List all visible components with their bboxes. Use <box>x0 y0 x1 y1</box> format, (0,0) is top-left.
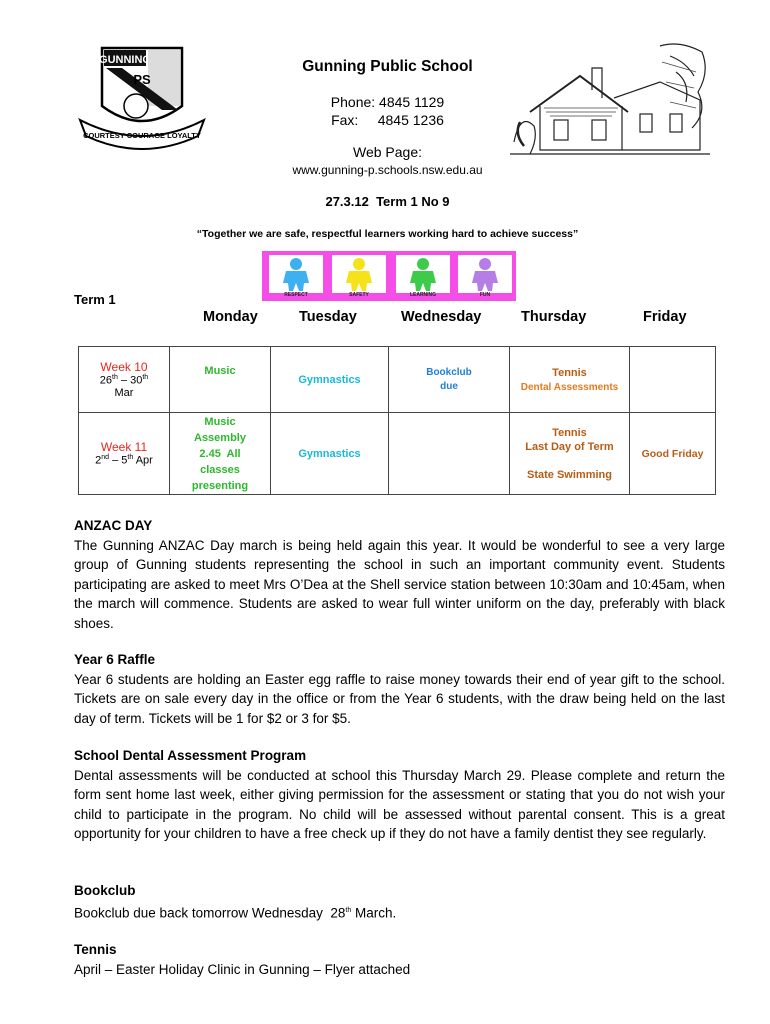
value-label-learning: LEARNING <box>409 292 437 298</box>
week-11-friday: Good Friday <box>630 413 716 495</box>
week-11-cell <box>79 413 170 495</box>
section-body: Bookclub due back tomorrow Wednesday 28th March. <box>74 905 397 921</box>
week-10-thursday: Tennis Dental Assessments <box>510 347 630 413</box>
section-tennis <box>74 940 725 979</box>
week-11-thursday: Tennis Last Day of Term State Swimming <box>510 413 630 495</box>
fax-number: Fax: 4845 1236 <box>331 112 444 128</box>
section-body: Year 6 students are holding an Easter egg raffle to raise money towards their end of year gift to the school. Tickets are on sale every day in the office or from the Year 6 students, with the draw being held on the last day of term. Tickets will be 1 for $2 or 3 for $5. <box>74 671 725 726</box>
section-title: Year 6 Raffle <box>74 652 156 667</box>
week-11-monday: Music Assembly 2.45 All classes presenting <box>170 413 271 495</box>
week-10-wednesday: Bookclub due <box>389 347 510 413</box>
school-values-banner <box>262 251 516 301</box>
fun-figure <box>458 255 512 293</box>
day-tuesday: Tuesday <box>299 309 357 325</box>
logo-letters: PS <box>133 72 151 87</box>
week-11-wednesday <box>389 413 510 495</box>
week-11-tuesday: Gymnastics <box>271 413 389 495</box>
day-wednesday: Wednesday <box>401 309 482 325</box>
web-page-url[interactable]: www.gunning-p.schools.nsw.edu.au <box>292 163 483 177</box>
day-monday: Monday <box>203 309 258 325</box>
section-year6-raffle <box>74 650 725 728</box>
term-label: Term 1 <box>74 292 116 307</box>
section-body: April – Easter Holiday Clinic in Gunning – Flyer attached <box>74 961 411 977</box>
section-title: School Dental Assessment Program <box>74 748 307 763</box>
newsletter-issue: 27.3.12 Term 1 No 9 <box>325 194 450 209</box>
table-row-week-11 <box>79 413 716 495</box>
section-bookclub <box>74 881 725 923</box>
school-name: Gunning Public School <box>302 58 473 75</box>
person-icon <box>458 255 512 293</box>
week-10-cell <box>79 347 170 413</box>
day-thursday: Thursday <box>521 309 587 325</box>
section-body: The Gunning ANZAC Day march is being held again this year. It would be wonderful to see a very large group of Gunning students representing the school in such an important community event. Students participating are asked to meet Mrs O’Dea at the Shell service station between 10:30am and 10:45am, when the march will commence. Students are asked to wear full winter uniform on the day, preferably with black shoes. <box>74 537 725 631</box>
web-page-label: Web Page: <box>352 144 422 160</box>
respect-figure <box>269 255 323 293</box>
section-title: ANZAC DAY <box>74 518 153 533</box>
value-label-safety: SAFETY <box>349 292 369 298</box>
school-building-sketch <box>510 42 710 158</box>
section-dental-program <box>74 746 725 844</box>
week-10-month: Mar <box>114 386 134 399</box>
day-friday: Friday <box>643 309 687 325</box>
logo-ribbon-text: COURTESY COURAGE LOYALTY <box>83 131 201 140</box>
section-title: Tennis <box>74 942 117 957</box>
phone-number: Phone: 4845 1129 <box>330 94 445 110</box>
week-11-label: Week 11 <box>100 440 148 455</box>
learning-figure <box>396 255 450 293</box>
section-title: Bookclub <box>74 883 136 898</box>
section-body: Dental assessments will be conducted at school this Thursday March 29. Please complete and return the form sent home last week, either giving permission for the assessment or stating that you do not wish your child to participate in the program. No child will be assessed without parental consent. This is a great opportunity for your children to have a free check up if they do not have a family dentist they see regularly. <box>74 767 725 842</box>
school-logo <box>78 44 206 150</box>
week-10-dates: 26th – 30th <box>99 374 149 387</box>
logo-top-text: GUNNING <box>99 54 151 66</box>
week-10-tuesday: Gymnastics <box>271 347 389 413</box>
person-icon <box>332 255 386 293</box>
week-10-label: Week 10 <box>100 360 148 375</box>
school-motto: “Together we are safe, respectful learners working hard to achieve success” <box>196 228 579 240</box>
value-label-fun: FUN <box>479 292 491 298</box>
week-10-monday: Music <box>170 347 271 413</box>
person-icon <box>269 255 323 293</box>
week-10-friday <box>630 347 716 413</box>
table-row-week-10 <box>79 347 716 413</box>
value-label-respect: RESPECT <box>284 292 308 298</box>
safety-figure <box>332 255 386 293</box>
person-icon <box>396 255 450 293</box>
week-11-dates: 2nd – 5th Apr <box>95 454 153 467</box>
section-anzac-day <box>74 516 725 634</box>
term-schedule-table <box>78 346 716 495</box>
